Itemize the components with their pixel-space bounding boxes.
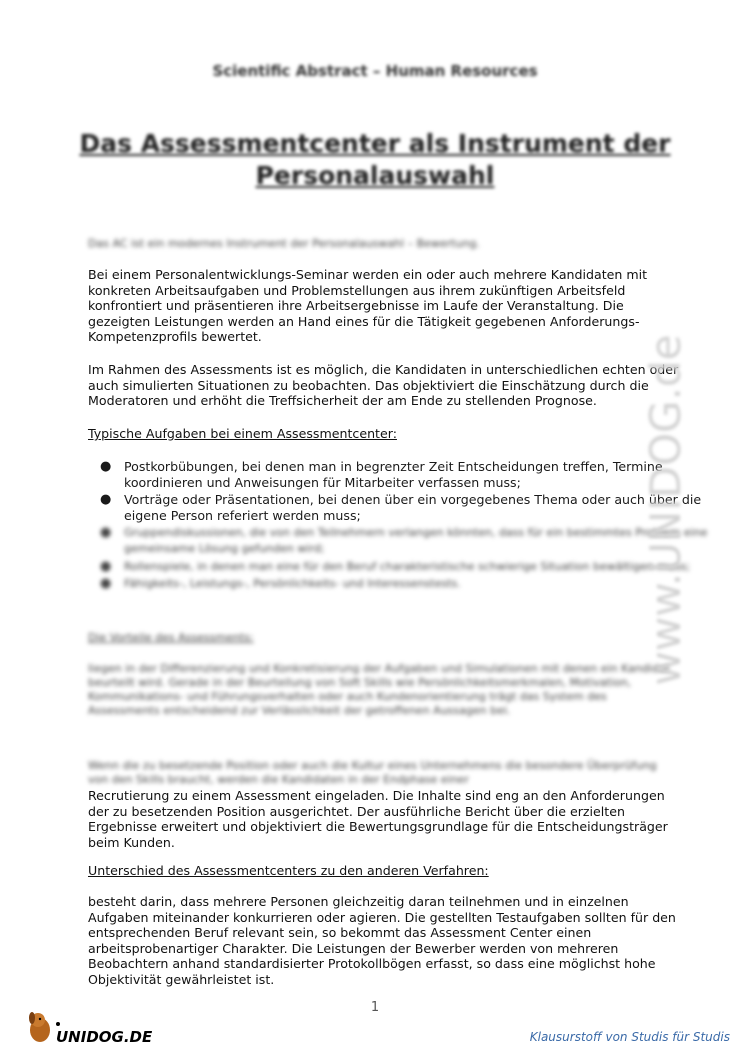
list-item (100, 576, 724, 592)
list-item-text: Fähigkeits-, Leistungs-, Persönlichkeits- und Interessenstests. (124, 577, 461, 591)
paragraph-1: Bei einem Personalentwicklungs-Seminar werden ein oder auch mehrere Kandidaten mit konkreten Arbeitsaufgaben und Problemstellungen aus ihrem zukünftigen Arbeitsfeld konfrontiert und präsentieren ihre Arbeitsergebnisse im Laufe der Veranstaltung. Die gezeigten Leistungen werden an Hand eines für die Tätigkeit gegebenen Anforderungs-Kompetenzprofils bewertet. (88, 267, 648, 345)
watermark-text: www.UNIDOG.de (641, 334, 690, 686)
bullet-icon: ● (100, 459, 112, 474)
list-item (100, 459, 724, 490)
list-item-text: Vorträge oder Präsentationen, bei denen über ein vorgegebenes Thema oder auch über die eigene Person referiert werden muss; (124, 492, 702, 523)
dog-ear (29, 1012, 35, 1024)
tasks-list (88, 459, 724, 594)
paw-icon (56, 1022, 60, 1026)
dog-eye (39, 1018, 41, 1020)
intro-blurred: Das AC ist ein modernes Instrument der Personalauswahl – Bewertung. (88, 237, 480, 250)
footer-slogan: Klausurstoff von Studis für Studis (529, 1030, 730, 1044)
list-item (100, 525, 724, 556)
paragraph-2: Im Rahmen des Assessments ist es möglich, die Kandidaten in unterschiedlichen echten oder auch simulierten Situationen zu beobachten. Das objektiviert die Einschätzung durch die Moderatoren und erhöht die Treffsicherheit der am Ende zu stellenden Prognose. (88, 362, 679, 409)
watermark (640, 280, 720, 740)
difference-heading: Unterschied des Assessmentcenters zu den anderen Verfahren: (88, 863, 489, 878)
bullet-icon: ● (100, 576, 112, 592)
list-item (100, 492, 724, 523)
title-line-1: Das Assessmentcenter als Instrument der (79, 129, 671, 158)
difference-paragraph: besteht darin, dass mehrere Personen gleichzeitig daran teilnehmen und in einzelnen Aufgaben miteinander konkurrieren oder agieren. Die gestellten Testaufgaben sollten für den entsprechenden Beruf relevant sein, so bekommt das Assessment Center einen arbeitsprobenartiger Charakter. Die Leistungen der Bewerber werden von mehreren Beobachtern anhand standardisierter Protokollbögen erfasst, so dass eine möglichst hohe Objektivität gewährleistet ist. (88, 894, 676, 987)
title-line-2: Personalauswahl (255, 161, 495, 190)
advantages-heading: Die Vorteile des Assessments: (88, 631, 254, 644)
bullet-icon: ● (100, 492, 112, 508)
list-item (100, 558, 724, 575)
list-item-text: Postkorbübungen, bei denen man in begrenzter Zeit Entscheidungen treffen, Termine koordinieren und Anweisungen für Mitarbeiter verfassen muss; (124, 459, 663, 490)
paragraph-3-blurred: Wenn die zu besetzende Position oder auch die Kultur eines Unternehmens die besondere Überprüfung von den Skills braucht, werden die Kandidaten in der Endphase einer (88, 759, 657, 786)
logo-text: UNIDOG.DE (56, 1028, 153, 1046)
advantages-paragraph: liegen in der Differenzierung und Konkretisierung der Aufgaben und Simulationen mit denen ein Kandidat beurteilt wird. Gerade in der Beurteilung von Soft Skills wie Persönlichkeitsmerkmalen, Motivation, Kommunikations- und Führungsverhalten oder auch Kundenorientierung trägt das System des Assessments entscheidend zur Verlässlichkeit der getroffenen Aussagen bei. (88, 662, 670, 717)
paragraph-3: Recrutierung zu einem Assessment eingeladen. Die Inhalte sind eng an den Anforderungen der zu besetzenden Position ausgerichtet. Der ausführliche Bericht über die erzielten Ergebnisse erweitert und objektiviert die Bewertungsgrundlage für die Entscheidungsträger beim Kunden. (88, 788, 668, 850)
list-item-text: Gruppendiskussionen, die von den Teilnehmern verlangen könnten, dass für ein bestimmtes Problem eine gemeinsame Lösung gefunden wird; (124, 526, 708, 555)
list-item-text: Rollenspiele, in denen man eine für den Beruf charakteristische schwierige Situation bewältigen muss; (124, 559, 690, 573)
dog-logo-icon (22, 1008, 162, 1048)
page-title (60, 128, 690, 192)
header-subtitle: Scientific Abstract – Human Resources (212, 62, 538, 80)
bullet-icon: ● (100, 558, 112, 574)
bullet-icon: ● (100, 525, 112, 541)
page-number: 1 (370, 1000, 380, 1015)
tasks-heading: Typische Aufgaben bei einem Assessmentcenter: (88, 426, 397, 441)
